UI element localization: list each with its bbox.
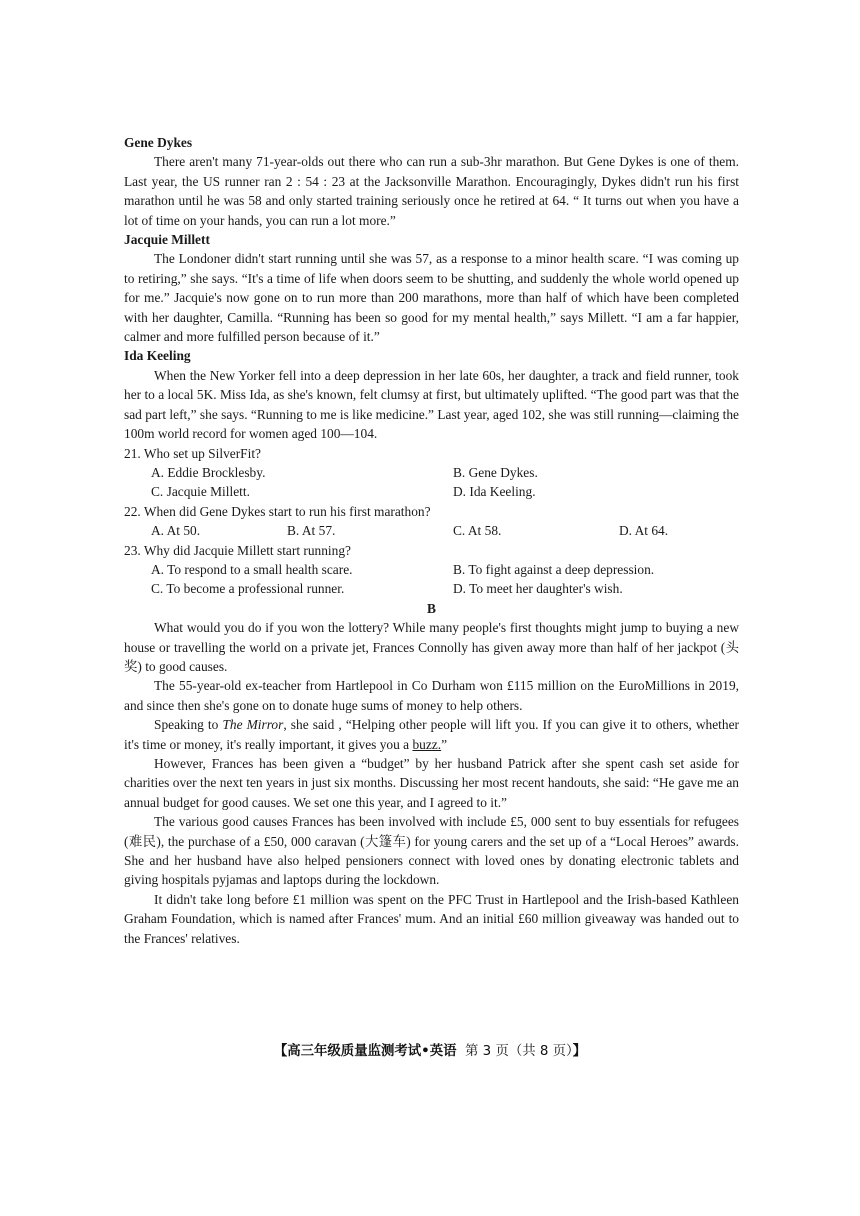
buzz-underlined-word: buzz. xyxy=(412,736,442,752)
section-b-label: B xyxy=(427,600,436,616)
jacquie-millett-paragraph: The Londoner didn't start running until she was 57, as a response to a minor health scare. “I was coming up to retiring,” she says. “It's a time of life when doors seem to be shutting, and suddenly the whole world opened up for me.” Jacquie's now gone on to run more than 200 marathons, more than half of which have been completed with her daughter, Camilla. “Running has been so good for my mental health,” says Millett. “I am a far happier, calmer and more fulfilled person because of it.” xyxy=(124,251,739,345)
option-22-d: D. At 64. xyxy=(619,523,669,539)
section-b-paragraph-3 xyxy=(124,715,739,754)
section-b-paragraph-5: The various good causes Frances has been involved with include £5, 000 sent to buy essentials for refugees (难民), the purchase of a £50, 000 caravan (大篷车) for young carers and the set up of a “Local Heroes” awards. She and her husband have also helped pensioners connect with loved ones by donating electronic tablets and giving hospitals pyjamas and laptops during the lockdown. xyxy=(124,814,739,888)
footer-open-bracket: 【 xyxy=(273,1044,288,1059)
footer-close-bracket: 】 xyxy=(572,1044,587,1059)
ida-keeling-heading: Ida Keeling xyxy=(124,348,191,364)
p3-quote-text: , she said , “Helping other people will lift you. If you can give it to others, whether it's time or money, it's really important, it gives you a xyxy=(124,717,739,752)
option-23-d: D. To meet her daughter's wish. xyxy=(453,581,623,597)
option-21-a: A. Eddie Brocklesby. xyxy=(151,464,266,480)
page-footer xyxy=(0,1040,860,1059)
question-21: 21. Who set up SilverFit? xyxy=(124,445,261,461)
option-21-d: D. Ida Keeling. xyxy=(453,484,536,500)
question-23-options xyxy=(124,560,739,599)
footer-exam-title: 高三年级质量监测考试•英语 xyxy=(287,1044,457,1059)
question-23: 23. Why did Jacquie Millett start running? xyxy=(124,542,351,558)
option-23-b: B. To fight against a deep depression. xyxy=(453,561,655,577)
option-21-b: B. Gene Dykes. xyxy=(453,464,538,480)
exam-page xyxy=(124,133,739,948)
option-22-b: B. At 57. xyxy=(287,523,336,539)
question-22-options xyxy=(124,521,739,540)
option-23-a: A. To respond to a small health scare. xyxy=(151,561,353,577)
section-b-paragraph-4: However, Frances has been given a “budget” by her husband Patrick after she spent cash set aside for charities over the next ten years in just six months. Discussing her most recent handouts, she said: “He gave me an annual budget for good causes. We set one this year, and I agreed to it.” xyxy=(124,756,739,810)
gene-dykes-heading: Gene Dykes xyxy=(124,135,193,150)
question-21-options xyxy=(124,463,739,502)
section-b-paragraph-6: It didn't take long before £1 million was spent on the PFC Trust in Hartlepool and the Irish-based Kathleen Graham Foundation, which is named after Frances' mum. And an initial £60 million giveaway was handed out to the Frances' relatives. xyxy=(124,891,739,946)
option-23-c: C. To become a professional runner. xyxy=(151,581,345,597)
p3-lead-text: Speaking to xyxy=(154,717,223,733)
gene-dykes-paragraph: There aren't many 71-year-olds out there who can run a sub-3hr marathon. But Gene Dykes is one of them. Last year, the US runner ran 2 : 54 : 23 at the Jacksonville Marathon. Encouragingly, Dykes didn't run his first marathon until he was 58 and only started training seriously once he retired at 64. “ It turns out when you have a lot of time on your hands, you can run a lot more.” xyxy=(124,154,739,228)
jacquie-millett-heading: Jacquie Millett xyxy=(124,232,210,248)
question-22: 22. When did Gene Dykes start to run his first marathon? xyxy=(124,503,431,519)
footer-page-number: 第 3 页（共 8 页） xyxy=(465,1044,573,1059)
p3-close-quote: ” xyxy=(441,736,448,752)
option-22-c: C. At 58. xyxy=(453,523,502,539)
section-b-paragraph-2: The 55-year-old ex-teacher from Hartlepool in Co Durham won £115 million on the EuroMillions in 2019, and since then she's gone on to donate huge sums of money to help others. xyxy=(124,678,739,713)
option-21-c: C. Jacquie Millett. xyxy=(151,484,250,500)
ida-keeling-paragraph: When the New Yorker fell into a deep depression in her late 60s, her daughter, a track and field runner, took her to a local 5K. Miss Ida, as she's known, felt clumsy at first, but ultimately uplifted. “The good part was that the sad part left,” she says. “Running to me is like medicine.” Last year, aged 102, she was still running—claiming the 100m world record for women aged 100—104. xyxy=(124,367,739,442)
section-b-paragraph-1: What would you do if you won the lottery? While many people's first thoughts might jump to buying a new house or travelling the world on a private jet, Frances Connolly has given away more than half of her jackpot (头奖) to good causes. xyxy=(124,620,739,674)
the-mirror-title: The Mirror xyxy=(222,717,284,733)
option-22-a: A. At 50. xyxy=(151,523,201,539)
